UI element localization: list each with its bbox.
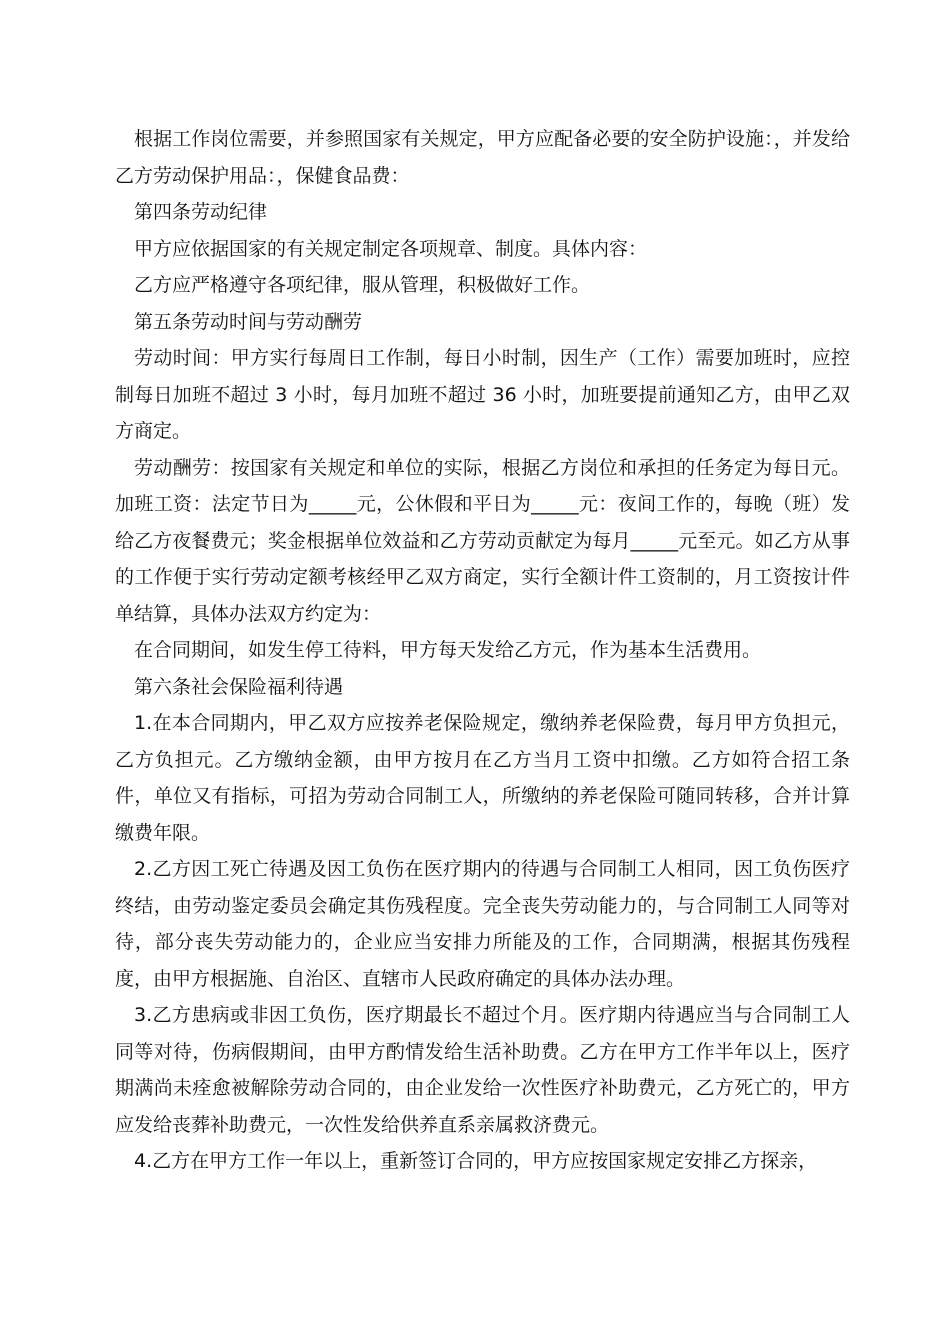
paragraph-work-stoppage: 在合同期间，如发生停工待料，甲方每天发给乙方元，作为基本生活费用。 [134, 639, 762, 661]
document-body [115, 121, 850, 1180]
heading-article-5-working-time-pay: 第五条劳动时间与劳动酬劳 [134, 310, 363, 333]
paragraph-item-2-work-injury: 2.乙方因工死亡待遇及因工负伤在医疗期内的待遇与合同制工人相同，因工负伤医疗终结，由劳动鉴定委员会确定其伤残程度。完全丧失劳动能力的，与合同制工人同等对待，部分丧失劳动能力的，企业应当安排力所能及的工作，合同期满，根据其伤残程度，由甲方根据施、自治区、直辖市人民政府确定的具体办法办理。 [115, 858, 850, 990]
paragraph-item-4-home-leave: 4.乙方在甲方工作一年以上，重新签订合同的，甲方应按国家规定安排乙方探亲， [134, 1150, 818, 1172]
paragraph-employee-discipline: 乙方应严格遵守各项纪律，服从管理，积极做好工作。 [134, 274, 591, 296]
heading-article-4-labor-discipline: 第四条劳动纪律 [134, 201, 268, 223]
paragraph-protection-equipment: 根据工作岗位需要，并参照国家有关规定，甲方应配备必要的安全防护设施：，并发给乙方劳动保护用品：，保健食品费： [115, 128, 850, 187]
paragraph-remuneration: 劳动酬劳：按国家有关规定和单位的实际，根据乙方岗位和承担的任务定为每日元。加班工资：法定节日为_____元，公休假和平日为_____元：夜间工作的，每晚（班）发给乙方夜餐费元；奖金根据单位效益和乙方劳动贡献定为每月_____元至元。如乙方从事的工作便于实行劳动定额考核经甲乙双方商定，实行全额计件工资制的，月工资按计件单结算，具体办法双方约定为： [115, 456, 850, 625]
paragraph-working-time: 劳动时间：甲方实行每周日工作制，每日小时制，因生产（工作）需要加班时，应控制每日加班不超过 3 小时，每月加班不超过 36 小时，加班要提前通知乙方，由甲乙双方商定。 [115, 347, 850, 442]
heading-article-6-social-insurance: 第六条社会保险福利待遇 [134, 675, 344, 698]
paragraph-item-1-pension: 1.在本合同期内，甲乙双方应按养老保险规定，缴纳养老保险费，每月甲方负担元，乙方负担元。乙方缴纳金额，由甲方按月在乙方当月工资中扣缴。乙方如符合招工条件，单位又有指标，可招为劳动合同制工人，所缴纳的养老保险可随同转移，合并计算缴费年限。 [115, 712, 850, 844]
paragraph-item-3-illness: 3.乙方患病或非因工负伤，医疗期最长不超过个月。医疗期内待遇应当与合同制工人同等对待，伤病假期间，由甲方酌情发给生活补助费。乙方在甲方工作半年以上，医疗期满尚未痊愈被解除劳动合同的，由企业发给一次性医疗补助费元，乙方死亡的，甲方应发给丧葬补助费元，一次性发给供养直系亲属救济费元。 [115, 1004, 850, 1136]
paragraph-employer-rules: 甲方应依据国家的有关规定制定各项规章、制度。具体内容： [134, 237, 648, 260]
